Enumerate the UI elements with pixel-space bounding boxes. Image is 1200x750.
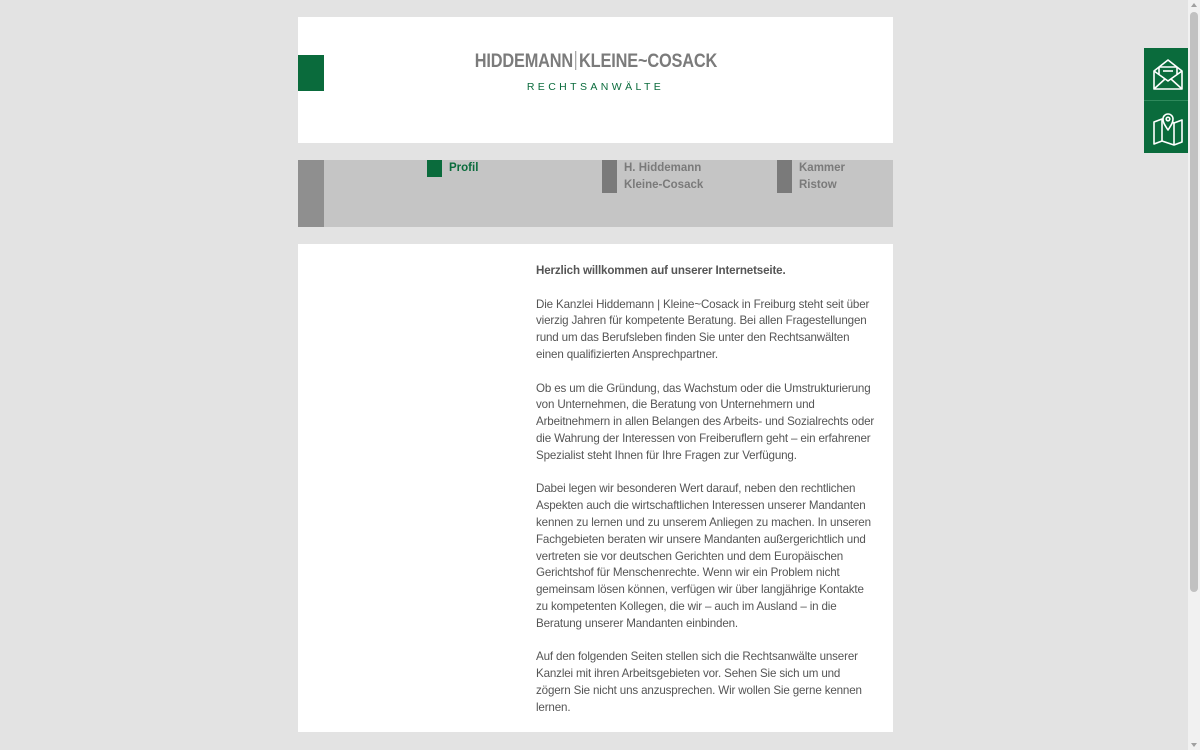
scrollbar-thumb[interactable]	[1190, 12, 1198, 592]
nav-item-label: Profil	[449, 162, 479, 174]
scroll-up-icon[interactable]	[1191, 3, 1197, 7]
nav-item-hiddemann-kleine-cosack[interactable]	[602, 160, 703, 194]
nav-item-label: Kammer	[799, 162, 846, 174]
paragraph: Auf den folgenden Seiten stellen sich die Rechtsanwälte unserer Kanzlei mit ihren Arbeitsgebieten vor. Sehen Sie sich um und zögern Sie nicht uns anzusprechen. Wir wollen Sie gerne kennen lernen.	[536, 650, 862, 714]
nav-item-label: Ristow	[799, 179, 837, 191]
scroll-down-icon[interactable]	[1191, 743, 1197, 747]
logo[interactable]	[298, 51, 893, 93]
header	[298, 17, 893, 143]
paragraph: Ob es um die Gründung, das Wachstum oder die Umstrukturierung von Unternehmen, die Beratung von Unternehmern und Arbeitnehmern in allen Belangen des Arbeits- und Sozialrechts oder die Wahrung der Interessen von Freiberuflern geht – ein erfahrener Spezialist steht Ihnen für Ihre Fragen zur Verfügung.	[536, 381, 875, 462]
logo-subtitle: RECHTSANWÄLTE	[526, 81, 665, 93]
main-content	[298, 244, 893, 732]
nav-item-profil[interactable]	[427, 160, 478, 177]
contact-email-button[interactable]	[1144, 48, 1191, 100]
logo-left: HIDDEMANN	[474, 51, 573, 72]
welcome-heading: Herzlich willkommen auf unserer Internetseite.	[536, 264, 786, 277]
welcome-text	[536, 263, 876, 733]
nav-marker	[602, 160, 617, 193]
nav-item-label: Kleine-Cosack	[624, 179, 704, 191]
logo-separator	[575, 51, 576, 70]
envelope-icon	[1151, 56, 1185, 92]
nav-marker-active	[427, 160, 442, 177]
nav-item-label: H. Hiddemann	[624, 162, 702, 174]
paragraph: Die Kanzlei Hiddemann | Kleine~Cosack in Freiburg steht seit über vierzig Jahren für kompetente Beratung. Bei allen Fragestellungen rund um das Berufsleben finden Sie unter den Rechtsanwälten einen qualifizierten Ansprechpartner.	[536, 297, 870, 361]
logo-right: KLEINE~COSACK	[578, 51, 717, 72]
logo-wordmark	[474, 51, 716, 73]
paragraph: Dabei legen wir besonderen Wert darauf, neben den rechtlichen Aspekten auch die wirtschaftlichen Interessen unserer Mandanten kennen zu lernen und zu unserem Anliegen zu machen. In unseren Fachgebieten beraten wir unsere Mandanten außergerichtlich und vertreten sie vor deutschen Gerichten und dem Europäischen Gerichtshof für Menschenrechte. Wenn wir ein Problem nicht gemeinsam lösen können, verfügen wir über langjährige Kontakte zu kompetenten Kollegen, die wir – auch im Ausland – in die Beratung unserer Mandanten einbinden.	[536, 482, 871, 630]
nav-accent-block	[298, 160, 324, 227]
nav-marker	[777, 160, 792, 193]
page-scrollbar[interactable]	[1188, 0, 1200, 750]
location-map-button[interactable]	[1144, 100, 1191, 152]
main-nav	[298, 160, 893, 227]
side-contact-panel	[1144, 48, 1191, 153]
map-pin-icon	[1151, 108, 1185, 146]
nav-item-kammer-ristow[interactable]	[777, 160, 845, 194]
